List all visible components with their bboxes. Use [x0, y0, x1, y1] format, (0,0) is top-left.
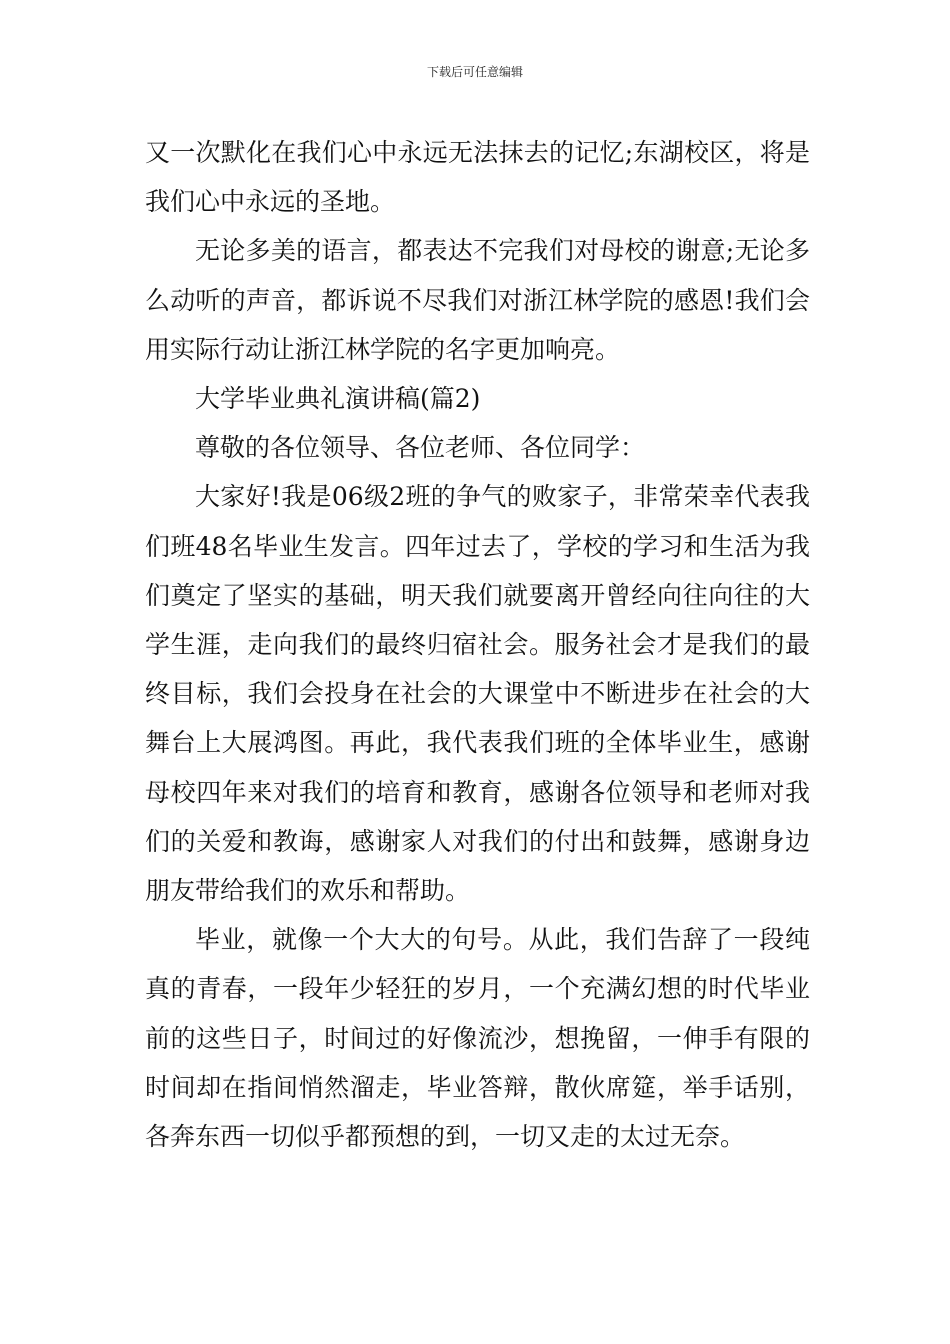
paragraph-introduction: 大家好!我是06级2班的争气的败家子，非常荣幸代表我们班48名毕业生发言。四年过去了，学校的学习和生活为我们奠定了坚实的基础，明天我们就要离开曾经向往向往的大学生涯，走向我们的最终归宿社会。服务社会才是我们的最终目标，我们会投身在社会的大课堂中不断进步在社会的大舞台上大展鸿图。再此，我代表我们班的全体毕业生，感谢母校四年来对我们的培育和教育，感谢各位领导和老师对我们的关爱和教诲，感谢家人对我们的付出和鼓舞，感谢身边朋友带给我们的欢乐和帮助。	[145, 482, 810, 906]
salutation: 尊敬的各位领导、各位老师、各位同学：	[195, 433, 646, 463]
paragraph-continuation: 又一次默化在我们心中永远无法抹去的记忆;东湖校区，将是我们心中永远的圣地。	[145, 138, 810, 217]
page-header: 下载后可任意编辑	[426, 65, 523, 79]
section-heading: 大学毕业典礼演讲稿(篇2)	[195, 384, 481, 414]
paragraph-graduation: 毕业，就像一个大大的句号。从此，我们告辞了一段纯真的青春，一段年少轻狂的岁月，一个充满幻想的时代毕业前的这些日子，时间过的好像流沙，想挽留，一伸手有限的时间却在指间悄然溜走，毕业答辩，散伙席筵，举手话别，各奔东西一切似乎都预想的到，一切又走的太过无奈。	[145, 925, 810, 1152]
document-body	[145, 128, 810, 1161]
paragraph-gratitude: 无论多美的语言，都表达不完我们对母校的谢意;无论多么动听的声音，都诉说不尽我们对浙江林学院的感恩!我们会用实际行动让浙江林学院的名字更加响亮。	[145, 236, 810, 364]
